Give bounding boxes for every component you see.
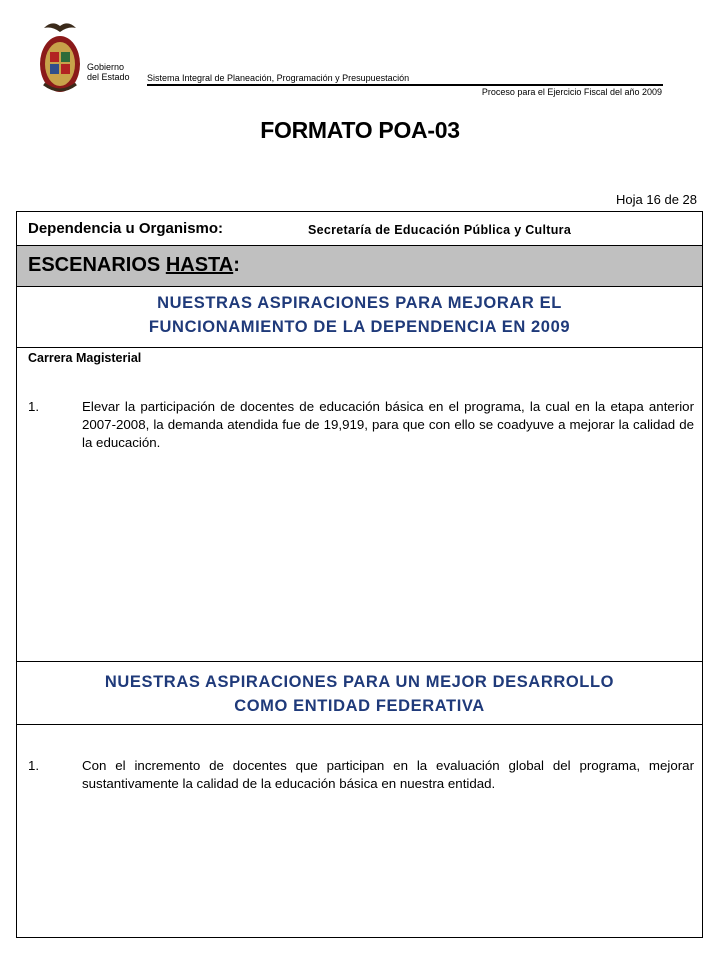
item-number: 1. xyxy=(28,399,40,414)
gobierno-label: Gobierno del Estado xyxy=(87,62,130,82)
dependency-label: Dependencia u Organismo: xyxy=(28,220,224,237)
state-seal-logo xyxy=(38,18,82,96)
form-frame xyxy=(16,211,703,938)
sheet-number: Hoja 16 de 28 xyxy=(616,192,697,207)
section2-heading: NUESTRAS ASPIRACIONES PARA UN MEJOR DESARROLLO COMO ENTIDAD FEDERATIVA xyxy=(17,661,702,725)
item-number: 1. xyxy=(28,758,40,773)
dependency-value: Secretaría de Educación Pública y Cultura xyxy=(308,223,572,237)
section2-list-item xyxy=(28,757,694,793)
item-text: Con el incremento de docentes que participan en la evaluación global del programa, mejorar sustantivamente la calidad de la educación básica en nuestra entidad. xyxy=(82,758,694,791)
fiscal-process: Proceso para el Ejercicio Fiscal del año 2009 xyxy=(481,87,662,97)
header-divider xyxy=(147,84,663,86)
system-name: Sistema Integral de Planeación, Programación y Presupuestación xyxy=(147,73,410,83)
section1-heading: NUESTRAS ASPIRACIONES PARA MEJORAR EL FUNCIONAMIENTO DE LA DEPENDENCIA EN 2009 xyxy=(17,290,702,348)
item-text: Elevar la participación de docentes de educación básica en el programa, la cual en la etapa anterior 2007-2008, la demanda atendida fue de 19,919, para que con ello se coadyuve a mejorar la calidad de la educación. xyxy=(82,399,694,450)
section1-subheading: Carrera Magisterial xyxy=(28,351,142,365)
page-title: FORMATO POA-03 xyxy=(260,117,460,143)
dependency-row xyxy=(17,212,702,246)
scenarios-label: ESCENARIOS HASTA: xyxy=(28,254,240,276)
scenarios-band xyxy=(17,246,702,287)
section1-list-item xyxy=(28,398,694,452)
